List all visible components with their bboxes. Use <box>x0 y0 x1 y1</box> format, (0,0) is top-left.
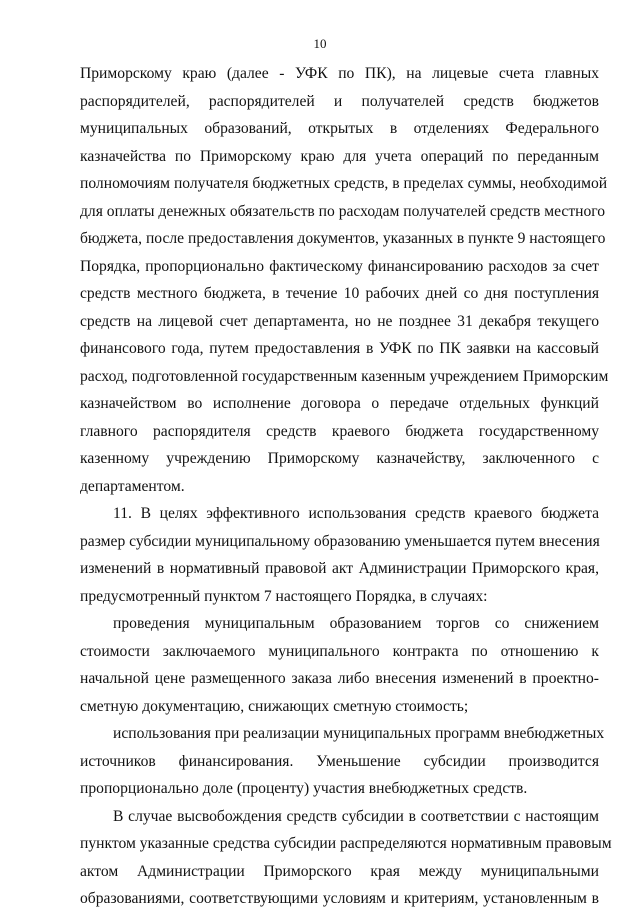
text-line: В случае высвобождения средств субсидии в соответствии с настоящим <box>113 807 599 825</box>
text-line: сметную документацию, снижающих сметную стоимость; <box>80 697 469 715</box>
text-line: для оплаты денежных обязательств по расходам получателей средств местного <box>80 202 606 220</box>
text-line: проведения муниципальным образованием торгов со снижением <box>113 615 599 632</box>
document-body <box>80 60 612 913</box>
text-line: казначейства по Приморскому краю для учета операций по переданным <box>80 147 599 165</box>
page-number: 10 <box>313 36 327 51</box>
text-line: использования при реализации муниципальных программ внебюджетных <box>113 725 605 742</box>
paragraph-11-line: 11. В целях эффективного использования средств краевого бюджета <box>113 505 599 522</box>
text-line: распорядителей, распорядителей и получателей средств бюджетов <box>80 92 599 110</box>
text-line: актом Администрации Приморского края между муниципальными <box>80 862 599 880</box>
text-line: полномочиям получателя бюджетных средств, в пределах суммы, необходимой <box>80 175 608 192</box>
text-line: предусмотренный пунктом 7 настоящего Порядка, в случаях: <box>80 587 488 605</box>
text-line: расход, подготовленной государственным казенным учреждением Приморским <box>80 367 609 385</box>
text-line: казенному учреждению Приморскому казначейству, заключенного с <box>80 450 599 467</box>
text-line: казначейством во исполнение договора о передаче отдельных функций <box>80 395 599 412</box>
text-line: главного распорядителя средств краевого бюджета государственному <box>80 422 599 440</box>
text-line: муниципальных образований, открытых в отделениях Федерального <box>80 120 599 137</box>
text-line: изменений в нормативный правовой акт Администрации Приморского края, <box>80 560 599 577</box>
text-line: Порядка, пропорционально фактическому финансированию расходов за счет <box>80 257 599 275</box>
text-line: Приморскому краю (далее - УФК по ПК), на лицевые счета главных <box>80 65 599 82</box>
text-line: средств на лицевой счет департамента, но не позднее 31 декабря текущего <box>80 312 599 330</box>
text-line: пунктом указанные средства субсидии распределяются нормативным правовым <box>80 835 612 852</box>
text-line: размер субсидии муниципальному образованию уменьшается путем внесения <box>80 532 600 550</box>
text-line: департаментом. <box>80 477 185 495</box>
text-line: образованиями, соответствующими условиям и критериям, установленным в <box>80 890 599 907</box>
text-line: финансового года, путем предоставления в УФК по ПК заявки на кассовый <box>80 340 599 357</box>
text-line: пропорционально доле (проценту) участия внебюджетных средств. <box>80 780 528 797</box>
text-line: стоимости заключаемого муниципального контракта по отношению к <box>80 642 599 660</box>
text-line: источников финансирования. Уменьшение субсидии производится <box>80 752 599 770</box>
text-line: начальной цене размещенного заказа либо внесения изменений в проектно- <box>80 670 599 687</box>
text-line: бюджета, после предоставления документов, указанных в пункте 9 настоящего <box>80 230 606 247</box>
text-line: средств местного бюджета, в течение 10 рабочих дней со дня поступления <box>80 285 599 302</box>
